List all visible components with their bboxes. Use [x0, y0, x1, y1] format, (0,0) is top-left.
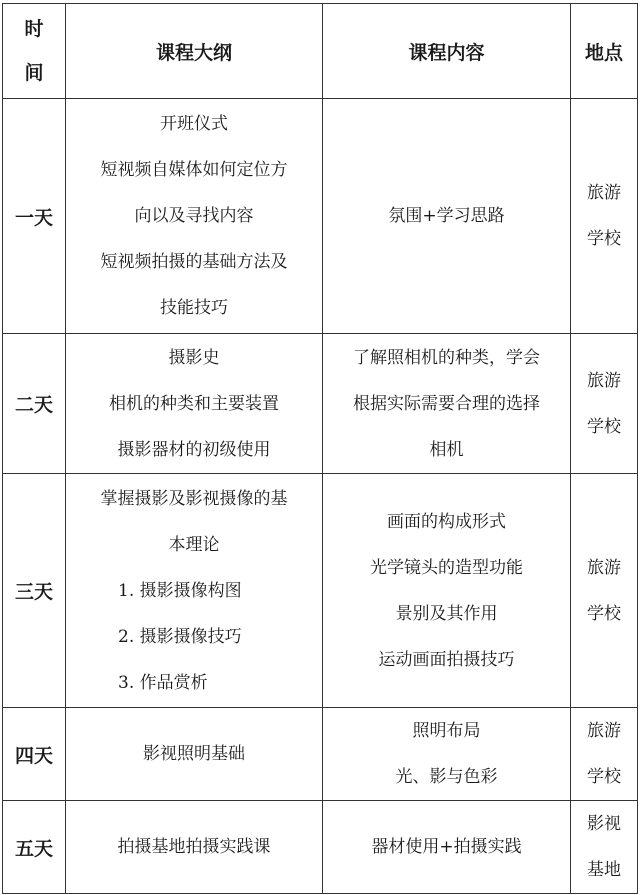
outline-cell [66, 801, 323, 894]
day-cell: 一天 [3, 99, 66, 334]
place-line: 旅游 [587, 557, 621, 578]
content-line: 光、影与色彩 [395, 767, 498, 787]
header-time [3, 4, 66, 99]
place-line: 基地 [587, 860, 621, 880]
outline-line: 短视频自媒体如何定位方 [100, 160, 288, 180]
content-line: 器材使用+拍摄实践 [371, 837, 522, 857]
content-cell [323, 801, 571, 894]
header-time-line2: 间 [24, 62, 44, 84]
place-cell [571, 708, 638, 801]
day-cell: 三天 [3, 474, 66, 708]
place-line: 学校 [587, 416, 621, 437]
header-outline: 课程大纲 [66, 4, 323, 99]
content-cell [323, 99, 571, 334]
table-row [3, 334, 638, 474]
place-line: 影视 [587, 814, 621, 834]
place-line: 学校 [587, 767, 621, 787]
content-cell [323, 474, 571, 708]
table-row [3, 474, 638, 708]
outline-cell [66, 474, 323, 708]
content-line: 了解照相机的种类，学会 [353, 347, 540, 368]
day-cell: 五天 [3, 801, 66, 894]
course-schedule-table [2, 3, 638, 894]
table-row [3, 708, 638, 801]
outline-line: 掌握摄影及影视摄像的基 [100, 488, 288, 509]
outline-numbered-item: 2. 摄影摄像技巧 [118, 626, 242, 647]
header-content: 课程内容 [323, 4, 571, 99]
content-line: 光学镜头的造型功能 [370, 557, 523, 578]
header-time-line1: 时 [24, 18, 44, 40]
day-cell: 四天 [3, 708, 66, 801]
content-line: 根据实际需要合理的选择 [353, 393, 540, 414]
outline-cell [66, 708, 323, 801]
outline-line: 相机的种类和主要装置 [109, 393, 279, 414]
content-line: 照明布局 [412, 721, 481, 741]
outline-numbered-item: 1. 摄影摄像构图 [118, 580, 242, 601]
place-cell [571, 334, 638, 474]
content-line: 运动画面拍摄技巧 [378, 649, 515, 670]
place-line: 学校 [587, 229, 621, 249]
header-row [3, 4, 638, 99]
outline-line: 摄影史 [168, 347, 220, 368]
header-place: 地点 [571, 4, 638, 99]
place-line: 旅游 [587, 721, 621, 741]
place-cell [571, 801, 638, 894]
table-row [3, 99, 638, 334]
content-line: 氛围+学习思路 [388, 206, 505, 226]
content-cell [323, 334, 571, 474]
place-line: 旅游 [587, 370, 621, 391]
outline-line: 影视照明基础 [143, 744, 245, 764]
outline-line: 向以及寻找内容 [134, 206, 254, 226]
place-cell [571, 474, 638, 708]
outline-line: 技能技巧 [160, 298, 228, 318]
place-line: 学校 [587, 603, 621, 624]
content-line: 相机 [429, 439, 464, 460]
outline-line: 开班仪式 [160, 114, 228, 134]
content-line: 画面的构成形式 [387, 511, 506, 532]
day-cell: 二天 [3, 334, 66, 474]
place-line: 旅游 [587, 183, 621, 203]
outline-numbered-item: 3. 作品赏析 [118, 672, 208, 693]
outline-line: 拍摄基地拍摄实践课 [117, 837, 271, 857]
content-line: 景别及其作用 [395, 603, 498, 624]
place-cell [571, 99, 638, 334]
outline-cell [66, 99, 323, 334]
outline-line: 摄影器材的初级使用 [117, 439, 271, 460]
content-cell [323, 708, 571, 801]
outline-line: 本理论 [168, 534, 220, 555]
outline-line: 短视频拍摄的基础方法及 [100, 252, 288, 272]
table-row [3, 801, 638, 894]
outline-cell [66, 334, 323, 474]
